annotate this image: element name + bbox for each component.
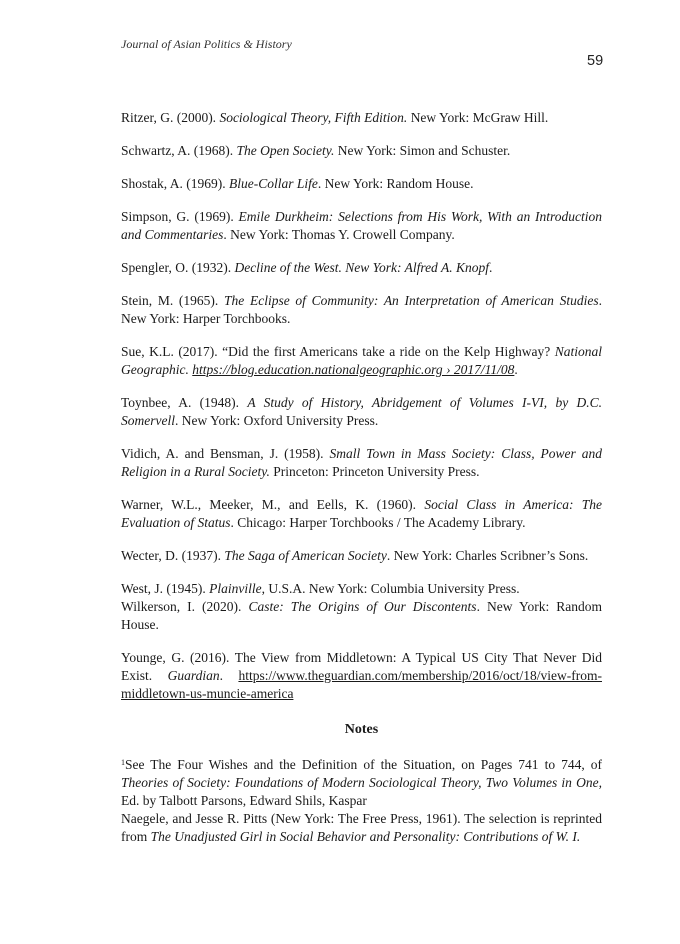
reference-title: Guardian	[167, 668, 220, 683]
reference-entry	[121, 598, 602, 634]
reference-title: Sociological Theory, Fifth Edition.	[219, 110, 408, 125]
journal-title: Journal of Asian Politics & History	[121, 37, 292, 51]
reference-link[interactable]: https://www.theguardian.com/membership/2016/oct/18/view-from-middletown-us-muncie-america	[121, 668, 602, 701]
reference-entry	[121, 208, 602, 244]
reference-publisher: . New York: Harper Torchbooks.	[121, 293, 602, 326]
page-number: 59	[587, 53, 604, 69]
reference-publisher: New York: Simon and Schuster.	[334, 143, 511, 158]
reference-title: Decline of the West. New York: Alfred A. Knopf	[234, 260, 489, 275]
footnote-text: See The Four Wishes and the Definition of the Situation, on Pages 741 to 744, of	[125, 757, 602, 772]
reference-entry	[121, 580, 602, 598]
reference-entry	[121, 445, 602, 481]
reference-publisher: . New York: Oxford University Press.	[174, 413, 379, 428]
footnote-marker: 1	[121, 758, 125, 767]
footnote-title: The Unadjusted Girl in Social Behavior and Personality: Contributions of W. I.	[150, 829, 581, 844]
reference-publisher: . New York: Random House.	[121, 599, 602, 632]
reference-publisher: Princeton: Princeton University Press.	[269, 464, 480, 479]
reference-author: Warner, W.L., Meeker, M., and Eells, K. (1960).	[121, 497, 425, 512]
reference-entry	[121, 496, 602, 532]
reference-title: The Eclipse of Community: An Interpretation of American Studies	[224, 293, 599, 308]
reference-entry	[121, 292, 602, 328]
reference-author: Younge, G. (2016). The View from Middletown: A Typical US City That Never Did Exist.	[121, 650, 602, 683]
reference-publisher: . New York: Charles Scribner’s Sons.	[386, 548, 589, 563]
reference-publisher: New York: McGraw Hill.	[407, 110, 549, 125]
reference-publisher: .	[488, 260, 493, 275]
reference-author: Schwartz, A. (1968).	[121, 143, 237, 158]
reference-author: Spengler, O. (1932).	[121, 260, 235, 275]
footnote-text: Ed. by Talbott Parsons, Edward Shils, Kaspar	[121, 793, 367, 808]
reference-publisher: , U.S.A. New York: Columbia University Press.	[261, 581, 520, 596]
reference-author: West, J. (1945).	[121, 581, 210, 596]
reference-entry	[121, 547, 602, 565]
reference-entry	[121, 175, 602, 193]
reference-author: Shostak, A. (1969).	[121, 176, 229, 191]
reference-entry	[121, 649, 602, 703]
notes-heading: Notes	[344, 722, 379, 737]
reference-title: Emile Durkheim: Selections from His Work, With an Introduction and Commentaries	[121, 209, 602, 242]
reference-title: A Study of History, Abridgement of Volumes I-VI, by D.C. Somervell	[121, 395, 602, 428]
reference-entry	[121, 394, 602, 430]
reference-entry	[121, 259, 602, 277]
reference-title: Plainville	[209, 581, 262, 596]
footnote-text: Naegele, and Jesse R. Pitts (New York: The Free Press, 1961). The selection is reprinted from	[121, 811, 602, 844]
reference-author: Toynbee, A. (1948).	[121, 395, 248, 410]
reference-author: Simpson, G. (1969).	[121, 209, 239, 224]
reference-link[interactable]: https://blog.education.nationalgeographic.org › 2017/11/08	[192, 362, 515, 377]
reference-tail: .	[514, 362, 518, 377]
reference-title: Caste: The Origins of Our Discontents	[248, 599, 477, 614]
reference-entry	[121, 343, 602, 379]
reference-title: Small Town in Mass Society: Class, Power and Religion in a Rural Society.	[121, 446, 602, 479]
reference-publisher: .	[219, 668, 239, 683]
reference-publisher: . Chicago: Harper Torchbooks / The Academy Library.	[230, 515, 526, 530]
reference-author: Ritzer, G. (2000).	[121, 110, 220, 125]
reference-entry	[121, 109, 602, 127]
reference-publisher: . New York: Thomas Y. Crowell Company.	[223, 227, 455, 242]
reference-author: Stein, M. (1965).	[121, 293, 224, 308]
reference-author: Sue, K.L. (2017). “Did the first Americans take a ride on the Kelp Highway?	[121, 344, 555, 359]
reference-author: Vidich, A. and Bensman, J. (1958).	[121, 446, 330, 461]
reference-entry	[121, 142, 602, 160]
footnote	[121, 756, 602, 846]
reference-publisher: . New York: Random House.	[317, 176, 474, 191]
reference-title: Blue-Collar Life	[229, 176, 318, 191]
footnote-title: Theories of Society: Foundations of Modern Sociological Theory, Two Volumes in One,	[121, 775, 602, 790]
reference-title: The Open Society.	[236, 143, 335, 158]
references-list	[121, 109, 602, 846]
reference-title: The Saga of American Society	[224, 548, 387, 563]
reference-title: National Geographic.	[121, 344, 602, 377]
reference-author: Wecter, D. (1937).	[121, 548, 225, 563]
reference-title: Social Class in America: The Evaluation of Status	[121, 497, 602, 530]
reference-author: Wilkerson, I. (2020).	[121, 599, 249, 614]
